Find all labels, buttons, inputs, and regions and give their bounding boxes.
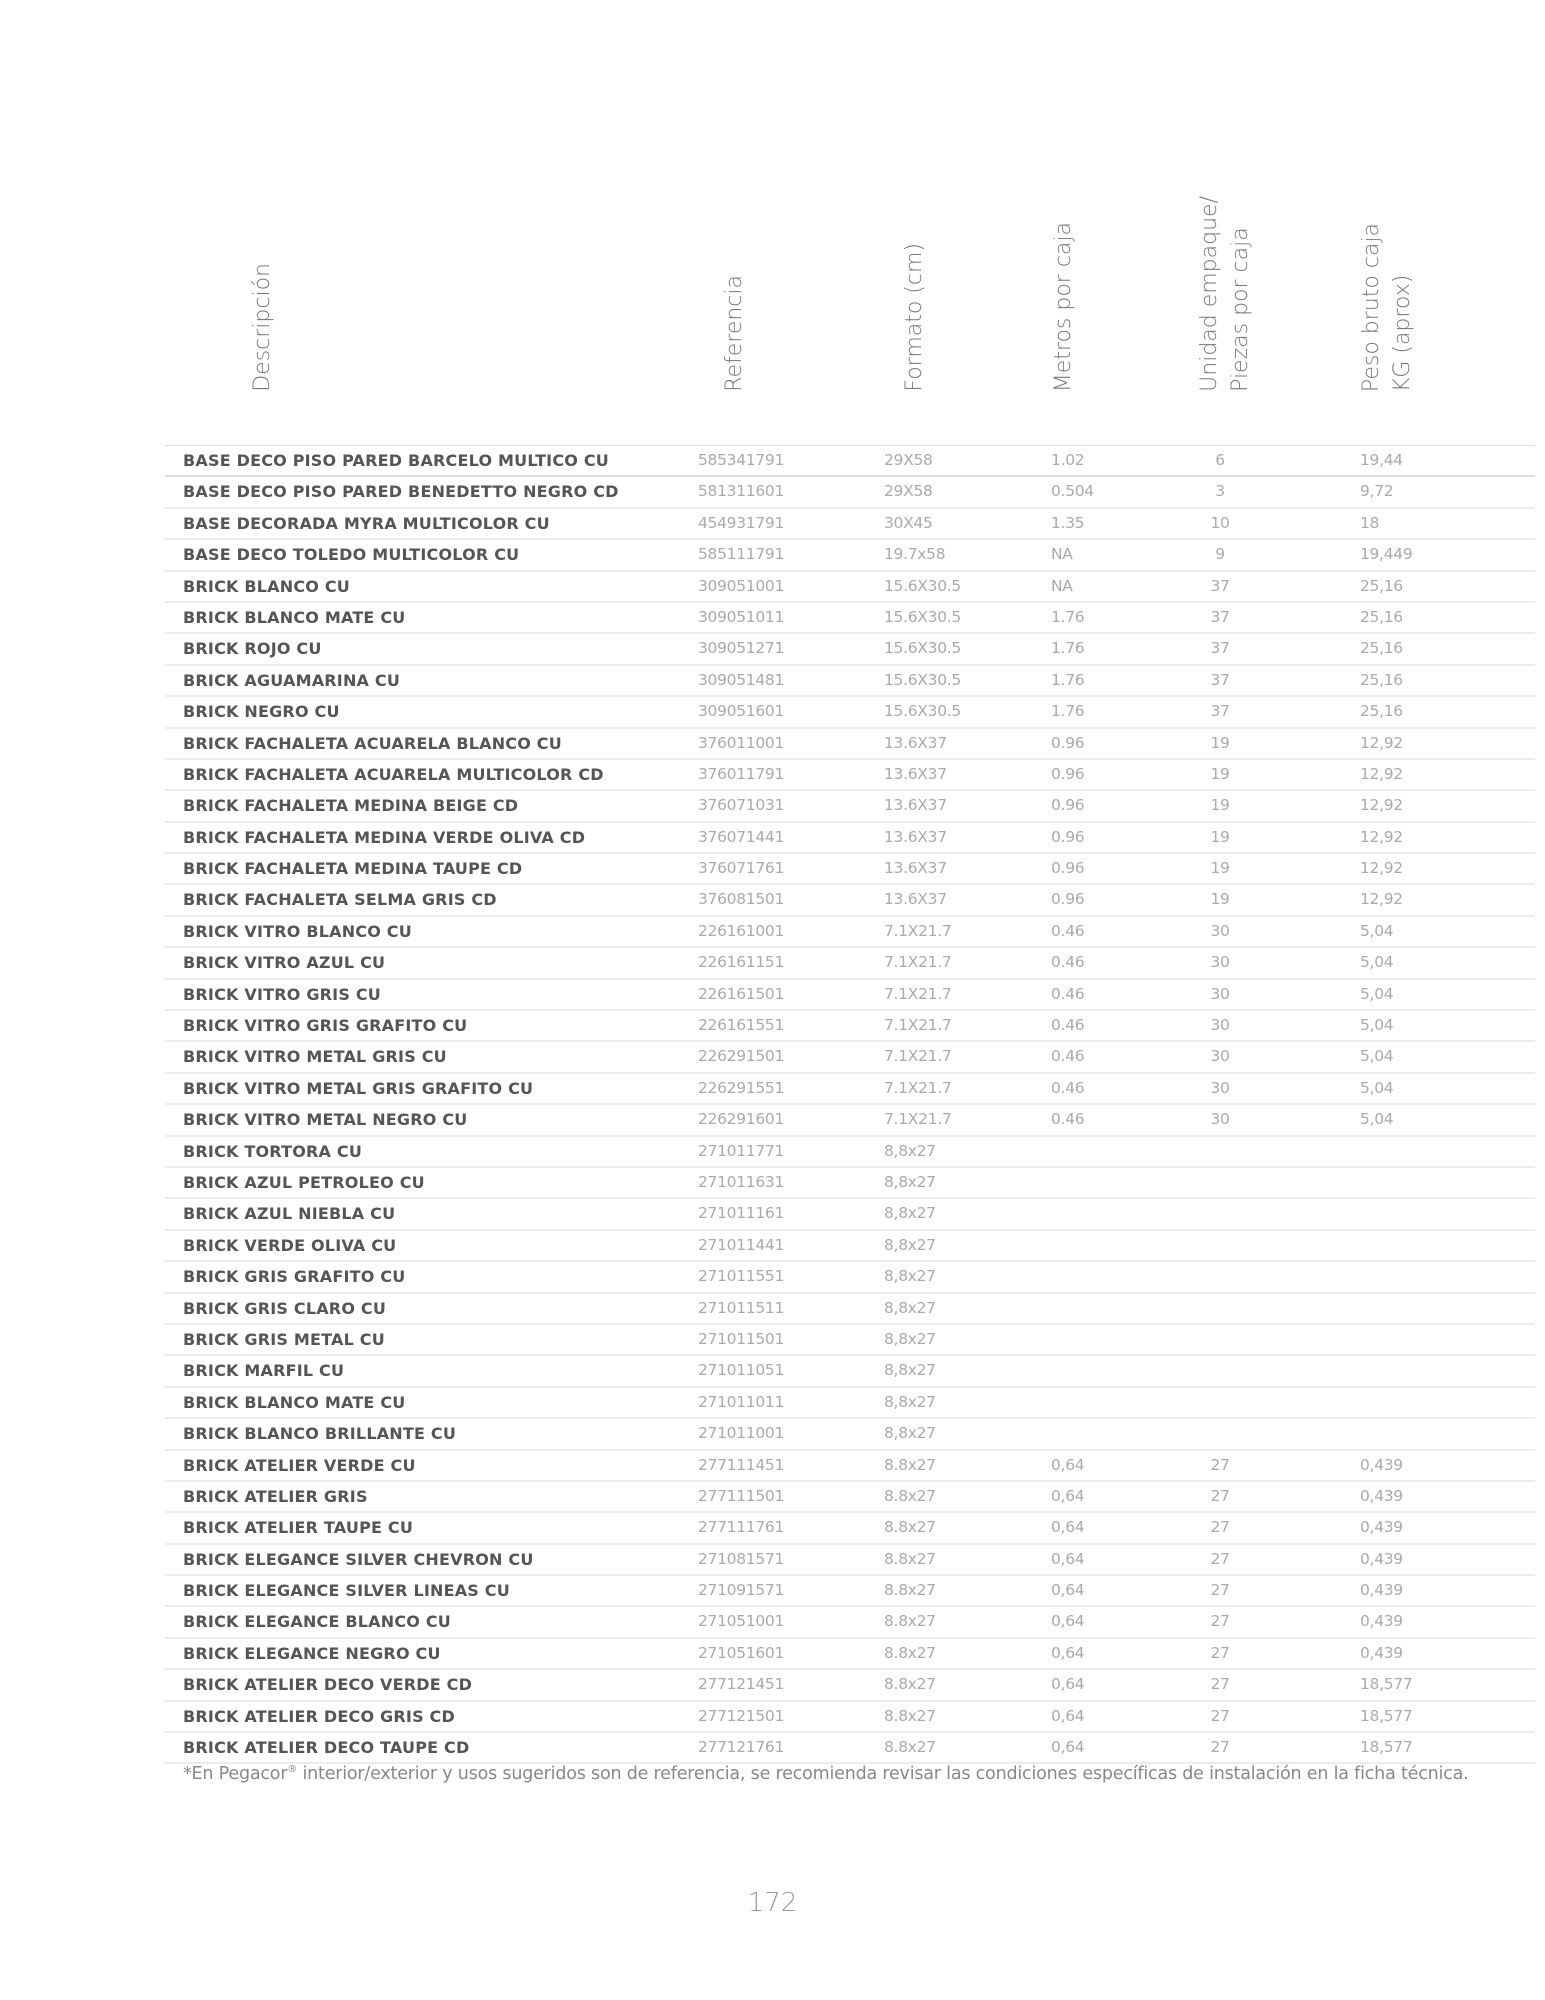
cell-descripcion: BRICK FACHALETA MEDINA VERDE OLIVA CD xyxy=(183,827,586,847)
table-row xyxy=(165,1702,1535,1733)
cell-peso: 25,16 xyxy=(1360,702,1403,721)
cell-formato: 13.6X37 xyxy=(884,733,947,752)
cell-peso: 0,439 xyxy=(1360,1643,1403,1662)
product-table xyxy=(165,445,1535,1764)
table-row xyxy=(165,1576,1535,1607)
cell-referencia: 277111761 xyxy=(698,1518,785,1537)
cell-descripcion: BRICK GRIS METAL CU xyxy=(183,1329,385,1349)
cell-descripcion: BRICK AZUL NIEBLA CU xyxy=(183,1204,396,1224)
cell-formato: 29X58 xyxy=(884,451,933,469)
cell-referencia: 376071761 xyxy=(698,859,785,878)
table-row xyxy=(165,1482,1535,1513)
cell-formato: 13.6X37 xyxy=(884,796,947,815)
cell-peso: 0,439 xyxy=(1360,1455,1403,1474)
cell-referencia: 271081571 xyxy=(698,1549,785,1568)
cell-descripcion: BRICK ATELIER DECO GRIS CD xyxy=(183,1706,455,1726)
table-row xyxy=(165,666,1535,697)
cell-unidad: 19 xyxy=(1210,796,1230,815)
cell-referencia: 271011501 xyxy=(698,1329,785,1348)
cell-formato: 7.1X21.7 xyxy=(884,1110,952,1129)
table-row xyxy=(165,823,1535,854)
cell-referencia: 226291501 xyxy=(698,1047,785,1066)
header-peso-line2: KG (aprox) xyxy=(1390,274,1415,392)
cell-peso: 0,439 xyxy=(1360,1549,1403,1568)
cell-descripcion: BRICK FACHALETA MEDINA TAUPE CD xyxy=(183,859,523,879)
cell-formato: 13.6X37 xyxy=(884,764,947,783)
cell-formato: 29X58 xyxy=(884,482,933,501)
cell-descripcion: BRICK GRIS CLARO CU xyxy=(183,1298,387,1318)
table-row xyxy=(165,1231,1535,1262)
table-row xyxy=(165,729,1535,760)
cell-referencia: 309051271 xyxy=(698,639,785,658)
cell-descripcion: BRICK VITRO GRIS GRAFITO CU xyxy=(183,1016,468,1036)
cell-metros: 0.96 xyxy=(1051,859,1085,878)
cell-formato: 15.6X30.5 xyxy=(884,639,961,658)
table-row xyxy=(165,603,1535,634)
cell-peso: 12,92 xyxy=(1360,890,1403,909)
cell-descripcion: BRICK ROJO CU xyxy=(183,639,322,659)
cell-peso: 12,92 xyxy=(1360,859,1403,878)
cell-peso: 9,72 xyxy=(1360,482,1394,501)
header-descripcion: Descripción xyxy=(250,263,275,392)
cell-descripcion: BRICK BLANCO BRILLANTE CU xyxy=(183,1424,457,1444)
table-row xyxy=(165,1074,1535,1105)
cell-formato: 8.8x27 xyxy=(884,1612,936,1631)
cell-unidad: 37 xyxy=(1210,576,1230,595)
cell-unidad: 6 xyxy=(1215,451,1225,469)
cell-referencia: 226291601 xyxy=(698,1110,785,1129)
cell-unidad: 27 xyxy=(1210,1549,1230,1568)
header-unidad-line1: Unidad empaque/ xyxy=(1197,196,1222,392)
cell-referencia: 585341791 xyxy=(698,451,785,469)
cell-formato: 8.8x27 xyxy=(884,1486,936,1505)
cell-unidad: 27 xyxy=(1210,1738,1230,1757)
cell-descripcion: BRICK BLANCO MATE CU xyxy=(183,1392,406,1412)
cell-referencia: 226161551 xyxy=(698,1016,785,1035)
cell-descripcion: BRICK VITRO METAL GRIS GRAFITO CU xyxy=(183,1078,534,1098)
cell-descripcion: BRICK VITRO METAL NEGRO CU xyxy=(183,1110,468,1130)
cell-metros: 0,64 xyxy=(1051,1486,1085,1505)
cell-referencia: 226161001 xyxy=(698,921,785,940)
cell-formato: 15.6X30.5 xyxy=(884,576,961,595)
cell-descripcion: BRICK NEGRO CU xyxy=(183,702,340,722)
cell-referencia: 271011051 xyxy=(698,1361,785,1380)
cell-referencia: 271011551 xyxy=(698,1267,785,1286)
table-row xyxy=(165,1105,1535,1136)
cell-formato: 15.6X30.5 xyxy=(884,702,961,721)
cell-referencia: 376011001 xyxy=(698,733,785,752)
cell-referencia: 271011441 xyxy=(698,1235,785,1254)
table-row xyxy=(165,509,1535,540)
cell-metros: 0.96 xyxy=(1051,890,1085,909)
cell-formato: 8,8x27 xyxy=(884,1424,936,1443)
table-row xyxy=(165,1137,1535,1168)
cell-unidad: 19 xyxy=(1210,733,1230,752)
cell-peso: 19,44 xyxy=(1360,451,1403,469)
cell-referencia: 309051481 xyxy=(698,670,785,689)
cell-metros: 0.96 xyxy=(1051,827,1085,846)
cell-formato: 8,8x27 xyxy=(884,1172,936,1191)
cell-unidad: 19 xyxy=(1210,890,1230,909)
cell-descripcion: BRICK AGUAMARINA CU xyxy=(183,670,401,690)
header-unidad-line2: Piezas por caja xyxy=(1228,227,1253,392)
cell-descripcion: BRICK VERDE OLIVA CU xyxy=(183,1235,397,1255)
cell-descripcion: BASE DECO PISO PARED BARCELO MULTICO CU xyxy=(183,451,609,470)
cell-formato: 7.1X21.7 xyxy=(884,1016,952,1035)
table-row xyxy=(165,1513,1535,1544)
cell-peso: 5,04 xyxy=(1360,984,1394,1003)
table-row xyxy=(165,1419,1535,1450)
cell-formato: 7.1X21.7 xyxy=(884,1047,952,1066)
table-row xyxy=(165,980,1535,1011)
table-row xyxy=(165,760,1535,791)
cell-descripcion: BRICK VITRO AZUL CU xyxy=(183,953,386,973)
cell-metros: 0.46 xyxy=(1051,1078,1085,1097)
table-row xyxy=(165,477,1535,508)
cell-descripcion: BASE DECO PISO PARED BENEDETTO NEGRO CD xyxy=(183,482,619,502)
cell-descripcion: BRICK ELEGANCE BLANCO CU xyxy=(183,1612,451,1632)
cell-peso: 25,16 xyxy=(1360,607,1403,626)
cell-peso: 5,04 xyxy=(1360,953,1394,972)
cell-referencia: 271011631 xyxy=(698,1172,785,1191)
cell-unidad: 30 xyxy=(1210,984,1230,1003)
cell-unidad: 30 xyxy=(1210,953,1230,972)
cell-formato: 13.6X37 xyxy=(884,859,947,878)
cell-descripcion: BRICK ATELIER DECO VERDE CD xyxy=(183,1675,473,1695)
table-row xyxy=(165,1294,1535,1325)
table-row xyxy=(165,1670,1535,1701)
cell-formato: 8.8x27 xyxy=(884,1549,936,1568)
cell-descripcion: BRICK ELEGANCE SILVER LINEAS CU xyxy=(183,1581,510,1601)
cell-referencia: 271011161 xyxy=(698,1204,785,1223)
table-row xyxy=(165,634,1535,665)
cell-referencia: 309051011 xyxy=(698,607,785,626)
header-formato: Formato (cm) xyxy=(902,243,927,392)
cell-unidad: 27 xyxy=(1210,1643,1230,1662)
table-row xyxy=(165,446,1535,477)
table-row xyxy=(165,1607,1535,1638)
cell-metros: NA xyxy=(1051,576,1073,595)
cell-unidad: 19 xyxy=(1210,859,1230,878)
cell-peso: 18,577 xyxy=(1360,1738,1413,1757)
cell-descripcion: BRICK ATELIER GRIS xyxy=(183,1486,368,1506)
cell-formato: 7.1X21.7 xyxy=(884,1078,952,1097)
cell-unidad: 27 xyxy=(1210,1581,1230,1600)
cell-metros: 1.76 xyxy=(1051,702,1085,721)
cell-metros: 1.76 xyxy=(1051,639,1085,658)
cell-descripcion: BRICK ATELIER VERDE CU xyxy=(183,1455,416,1475)
cell-referencia: 277121501 xyxy=(698,1706,785,1725)
cell-formato: 8.8x27 xyxy=(884,1581,936,1600)
cell-peso: 0,439 xyxy=(1360,1612,1403,1631)
cell-peso: 5,04 xyxy=(1360,1110,1394,1129)
table-row xyxy=(165,1451,1535,1482)
cell-referencia: 277121761 xyxy=(698,1738,785,1757)
table-row xyxy=(165,1356,1535,1387)
table-row xyxy=(165,1545,1535,1576)
cell-referencia: 271091571 xyxy=(698,1581,785,1600)
cell-unidad: 30 xyxy=(1210,1078,1230,1097)
cell-formato: 19.7x58 xyxy=(884,545,946,564)
cell-unidad: 30 xyxy=(1210,1110,1230,1129)
cell-metros: 1.76 xyxy=(1051,670,1085,689)
cell-referencia: 271011771 xyxy=(698,1141,785,1160)
cell-peso: 18,577 xyxy=(1360,1675,1413,1694)
cell-unidad: 19 xyxy=(1210,764,1230,783)
cell-referencia: 581311601 xyxy=(698,482,785,501)
cell-formato: 13.6X37 xyxy=(884,890,947,909)
cell-descripcion: BRICK VITRO METAL GRIS CU xyxy=(183,1047,447,1067)
cell-descripcion: BRICK GRIS GRAFITO CU xyxy=(183,1267,406,1287)
cell-metros: 0,64 xyxy=(1051,1643,1085,1662)
cell-formato: 8.8x27 xyxy=(884,1518,936,1537)
cell-referencia: 376011791 xyxy=(698,764,785,783)
cell-descripcion: BRICK VITRO BLANCO CU xyxy=(183,921,412,941)
cell-formato: 7.1X21.7 xyxy=(884,953,952,972)
table-row xyxy=(165,1733,1535,1764)
cell-unidad: 30 xyxy=(1210,1016,1230,1035)
cell-formato: 8.8x27 xyxy=(884,1675,936,1694)
cell-metros: 0.46 xyxy=(1051,921,1085,940)
cell-formato: 8,8x27 xyxy=(884,1235,936,1254)
cell-referencia: 376071441 xyxy=(698,827,785,846)
cell-metros: NA xyxy=(1051,545,1073,564)
cell-unidad: 3 xyxy=(1215,482,1225,501)
cell-metros: 0,64 xyxy=(1051,1518,1085,1537)
cell-peso: 18 xyxy=(1360,513,1380,532)
cell-metros: 1.35 xyxy=(1051,513,1085,532)
cell-descripcion: BASE DECORADA MYRA MULTICOLOR CU xyxy=(183,513,550,533)
cell-peso: 5,04 xyxy=(1360,921,1394,940)
cell-formato: 7.1X21.7 xyxy=(884,984,952,1003)
cell-unidad: 37 xyxy=(1210,607,1230,626)
cell-metros: 0,64 xyxy=(1051,1455,1085,1474)
table-row xyxy=(165,1325,1535,1356)
cell-peso: 5,04 xyxy=(1360,1078,1394,1097)
cell-metros: 0,64 xyxy=(1051,1612,1085,1631)
cell-peso: 19,449 xyxy=(1360,545,1413,564)
cell-descripcion: BRICK FACHALETA ACUARELA MULTICOLOR CD xyxy=(183,764,604,784)
page-number: 172 xyxy=(747,1888,798,1918)
table-row xyxy=(165,1168,1535,1199)
cell-unidad: 27 xyxy=(1210,1518,1230,1537)
table-row xyxy=(165,854,1535,885)
cell-unidad: 37 xyxy=(1210,670,1230,689)
cell-unidad: 10 xyxy=(1210,513,1230,532)
cell-referencia: 271051001 xyxy=(698,1612,785,1631)
cell-descripcion: BRICK ELEGANCE SILVER CHEVRON CU xyxy=(183,1549,534,1569)
cell-descripcion: BRICK FACHALETA ACUARELA BLANCO CU xyxy=(183,733,562,753)
cell-descripcion: BASE DECO TOLEDO MULTICOLOR CU xyxy=(183,545,520,565)
cell-referencia: 226161151 xyxy=(698,953,785,972)
cell-unidad: 19 xyxy=(1210,827,1230,846)
header-referencia: Referencia xyxy=(722,275,747,392)
cell-peso: 5,04 xyxy=(1360,1047,1394,1066)
cell-formato: 15.6X30.5 xyxy=(884,670,961,689)
cell-metros: 0.504 xyxy=(1051,482,1094,501)
cell-formato: 8,8x27 xyxy=(884,1361,936,1380)
cell-referencia: 277121451 xyxy=(698,1675,785,1694)
cell-unidad: 30 xyxy=(1210,921,1230,940)
footnote-text: interior/exterior y usos sugeridos son de referencia, se recomienda revisar las condiciones específicas de instalación en la ficha técnica. xyxy=(297,1764,1469,1784)
cell-unidad: 27 xyxy=(1210,1675,1230,1694)
cell-formato: 7.1X21.7 xyxy=(884,921,952,940)
cell-formato: 8,8x27 xyxy=(884,1141,936,1160)
cell-descripcion: BRICK BLANCO MATE CU xyxy=(183,607,406,627)
cell-metros: 0,64 xyxy=(1051,1675,1085,1694)
cell-peso: 25,16 xyxy=(1360,576,1403,595)
cell-formato: 8.8x27 xyxy=(884,1643,936,1662)
cell-unidad: 30 xyxy=(1210,1047,1230,1066)
table-row xyxy=(165,885,1535,916)
cell-peso: 12,92 xyxy=(1360,827,1403,846)
cell-metros: 0,64 xyxy=(1051,1706,1085,1725)
cell-formato: 8.8x27 xyxy=(884,1455,936,1474)
cell-referencia: 226291551 xyxy=(698,1078,785,1097)
cell-metros: 0,64 xyxy=(1051,1549,1085,1568)
cell-peso: 0,439 xyxy=(1360,1581,1403,1600)
cell-metros: 0.46 xyxy=(1051,984,1085,1003)
cell-formato: 15.6X30.5 xyxy=(884,607,961,626)
header-peso xyxy=(1356,223,1418,392)
header-unidad xyxy=(1194,196,1256,392)
cell-peso: 0,439 xyxy=(1360,1518,1403,1537)
header-metros: Metros por caja xyxy=(1051,221,1076,392)
cell-metros: 0.96 xyxy=(1051,733,1085,752)
cell-descripcion: BRICK FACHALETA MEDINA BEIGE CD xyxy=(183,796,519,816)
cell-metros: 0.96 xyxy=(1051,796,1085,815)
cell-referencia: 271011001 xyxy=(698,1424,785,1443)
cell-peso: 25,16 xyxy=(1360,639,1403,658)
table-row xyxy=(165,791,1535,822)
cell-descripcion: BRICK ATELIER TAUPE CU xyxy=(183,1518,414,1538)
cell-metros: 0.46 xyxy=(1051,1047,1085,1066)
cell-unidad: 27 xyxy=(1210,1486,1230,1505)
cell-metros: 0.96 xyxy=(1051,764,1085,783)
cell-formato: 8,8x27 xyxy=(884,1204,936,1223)
registered-mark: ® xyxy=(287,1764,298,1776)
cell-formato: 30X45 xyxy=(884,513,933,532)
cell-referencia: 376071031 xyxy=(698,796,785,815)
cell-descripcion: BRICK BLANCO CU xyxy=(183,576,350,596)
cell-referencia: 226161501 xyxy=(698,984,785,1003)
cell-unidad: 9 xyxy=(1215,545,1225,564)
cell-referencia: 277111451 xyxy=(698,1455,785,1474)
cell-metros: 0,64 xyxy=(1051,1738,1085,1757)
cell-metros: 0.46 xyxy=(1051,953,1085,972)
cell-metros: 1.76 xyxy=(1051,607,1085,626)
table-row xyxy=(165,1388,1535,1419)
table-row xyxy=(165,572,1535,603)
cell-descripcion: BRICK ELEGANCE NEGRO CU xyxy=(183,1643,441,1663)
table-row xyxy=(165,1262,1535,1293)
header-peso-line1: Peso bruto caja xyxy=(1359,222,1384,392)
cell-referencia: 376081501 xyxy=(698,890,785,909)
cell-formato: 8,8x27 xyxy=(884,1298,936,1317)
cell-metros: 1.02 xyxy=(1051,451,1085,469)
cell-descripcion: BRICK MARFIL CU xyxy=(183,1361,345,1381)
cell-metros: 0.46 xyxy=(1051,1016,1085,1035)
cell-peso: 25,16 xyxy=(1360,670,1403,689)
cell-referencia: 271051601 xyxy=(698,1643,785,1662)
cell-formato: 8,8x27 xyxy=(884,1267,936,1286)
footnote xyxy=(183,1764,1468,1784)
cell-peso: 12,92 xyxy=(1360,764,1403,783)
cell-referencia: 271011511 xyxy=(698,1298,785,1317)
cell-referencia: 309051601 xyxy=(698,702,785,721)
table-row xyxy=(165,697,1535,728)
cell-descripcion: BRICK ATELIER DECO TAUPE CD xyxy=(183,1738,470,1758)
table-row xyxy=(165,1639,1535,1670)
table-row xyxy=(165,1011,1535,1042)
cell-descripcion: BRICK TORTORA CU xyxy=(183,1141,363,1161)
table-row xyxy=(165,1199,1535,1230)
cell-unidad: 27 xyxy=(1210,1612,1230,1631)
table-row xyxy=(165,540,1535,571)
cell-referencia: 309051001 xyxy=(698,576,785,595)
table-row xyxy=(165,1042,1535,1073)
cell-unidad: 27 xyxy=(1210,1455,1230,1474)
cell-peso: 0,439 xyxy=(1360,1486,1403,1505)
cell-metros: 0.46 xyxy=(1051,1110,1085,1129)
cell-referencia: 454931791 xyxy=(698,513,785,532)
footnote-prefix: *En Pegacor xyxy=(183,1764,288,1784)
cell-unidad: 37 xyxy=(1210,639,1230,658)
cell-formato: 8,8x27 xyxy=(884,1392,936,1411)
cell-formato: 13.6X37 xyxy=(884,827,947,846)
table-row xyxy=(165,917,1535,948)
cell-referencia: 585111791 xyxy=(698,545,785,564)
cell-referencia: 277111501 xyxy=(698,1486,785,1505)
cell-unidad: 27 xyxy=(1210,1706,1230,1725)
cell-formato: 8.8x27 xyxy=(884,1706,936,1725)
cell-descripcion: BRICK AZUL PETROLEO CU xyxy=(183,1172,425,1192)
cell-peso: 5,04 xyxy=(1360,1016,1394,1035)
cell-peso: 12,92 xyxy=(1360,796,1403,815)
table-row xyxy=(165,948,1535,979)
cell-formato: 8.8x27 xyxy=(884,1738,936,1757)
cell-referencia: 271011011 xyxy=(698,1392,785,1411)
cell-metros: 0,64 xyxy=(1051,1581,1085,1600)
cell-descripcion: BRICK VITRO GRIS CU xyxy=(183,984,381,1004)
cell-unidad: 37 xyxy=(1210,702,1230,721)
cell-peso: 12,92 xyxy=(1360,733,1403,752)
cell-descripcion: BRICK FACHALETA SELMA GRIS CD xyxy=(183,890,497,910)
cell-peso: 18,577 xyxy=(1360,1706,1413,1725)
cell-formato: 8,8x27 xyxy=(884,1329,936,1348)
